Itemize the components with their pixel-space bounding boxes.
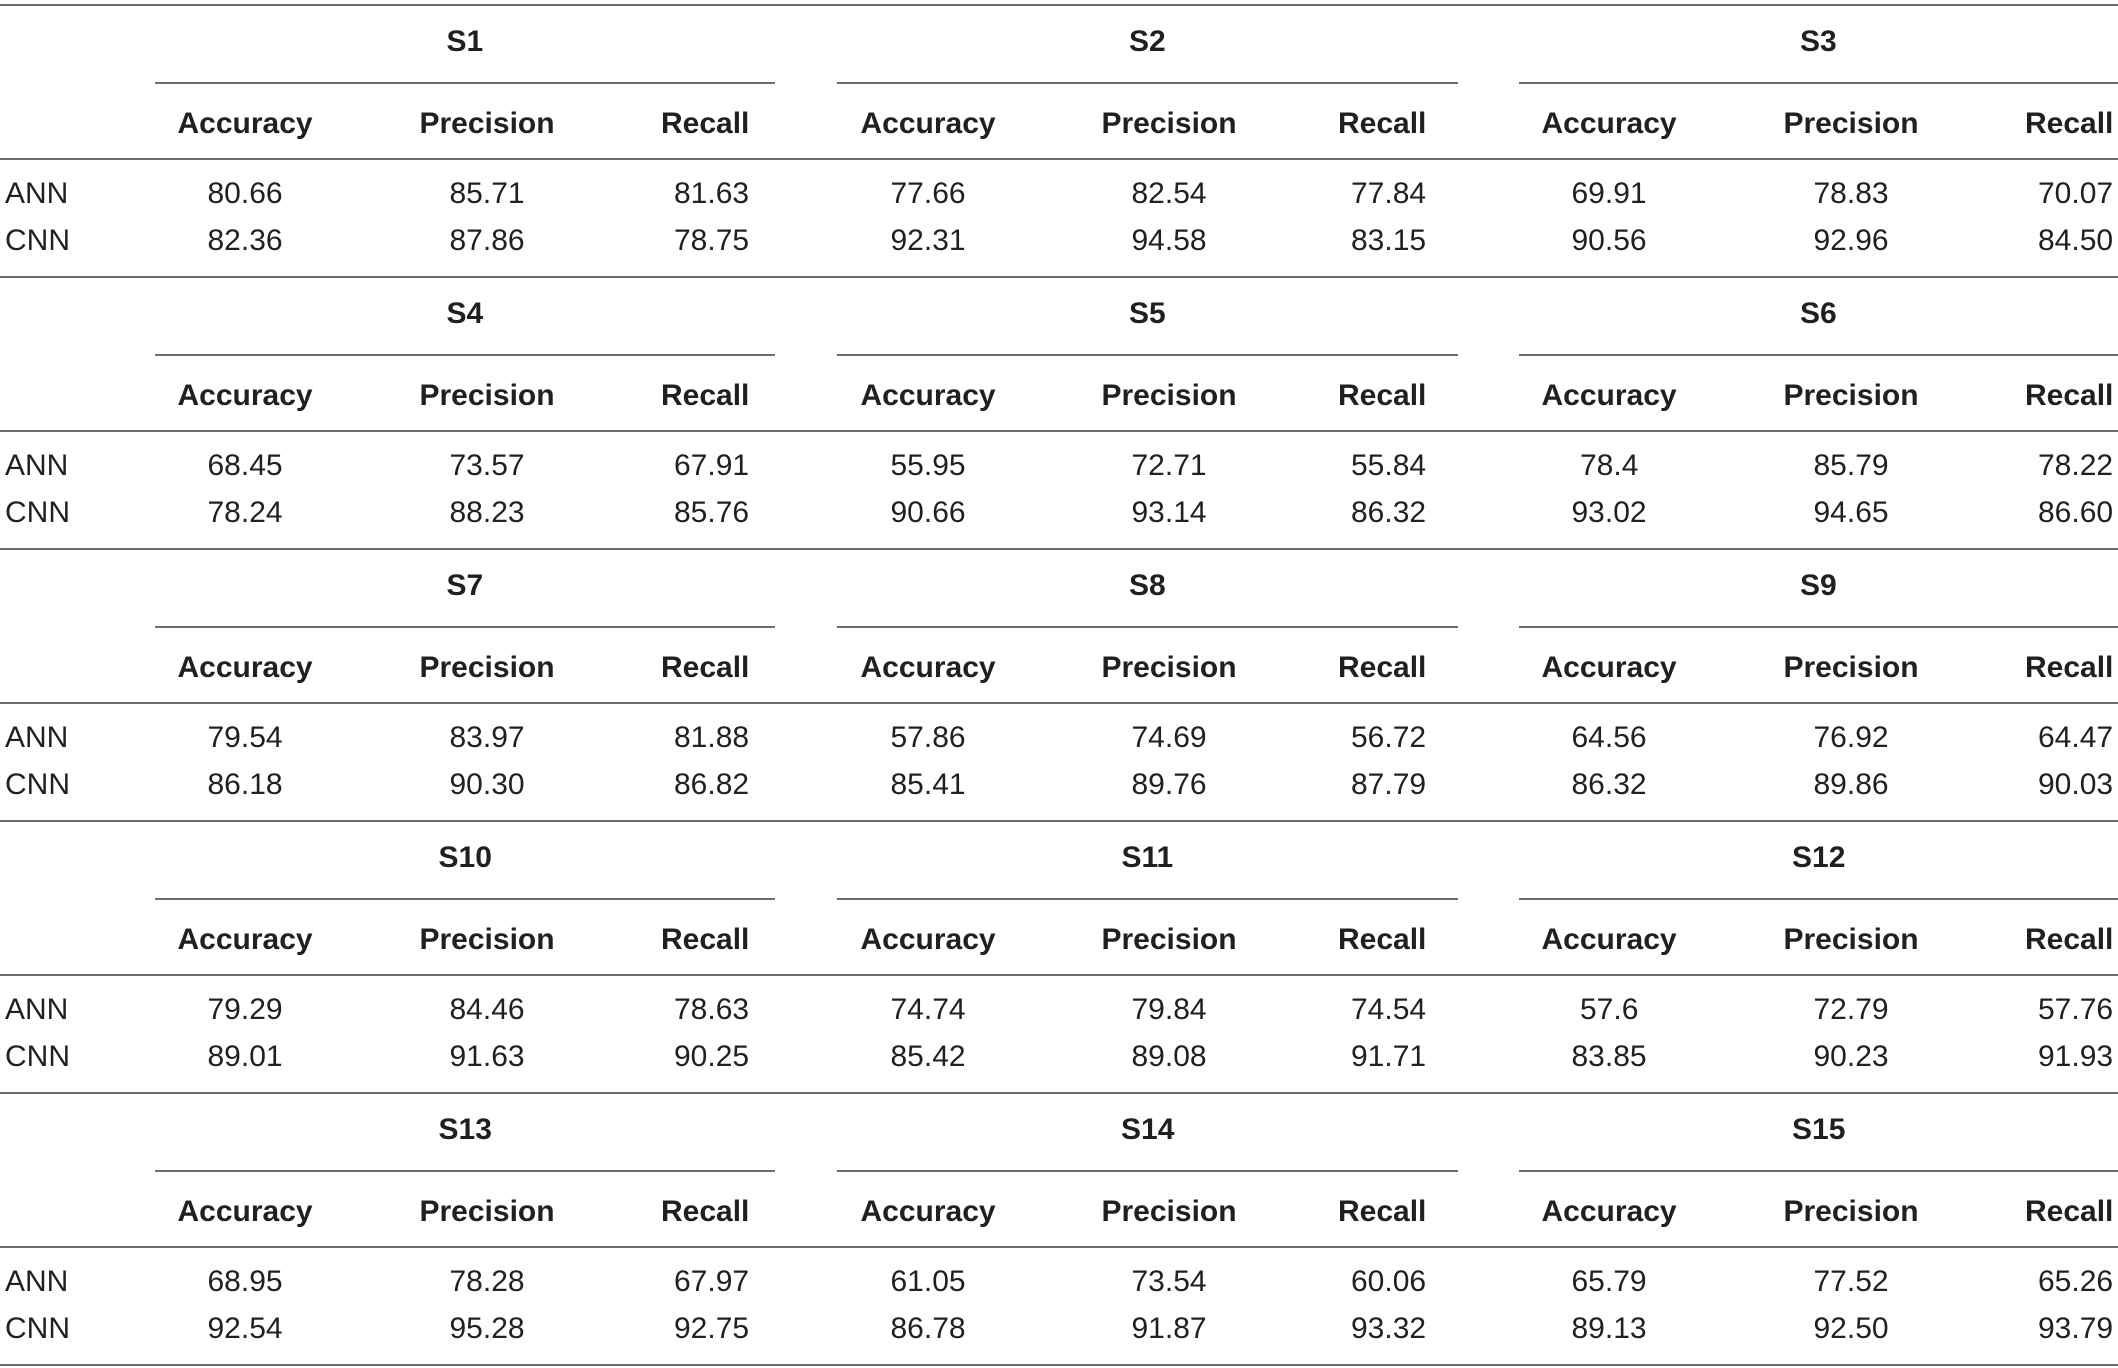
subject-label: S13	[438, 1113, 492, 1146]
subject-label: S11	[1121, 841, 1174, 874]
subject-underline	[1519, 898, 2118, 900]
column-header-accuracy: Accuracy	[860, 107, 996, 140]
column-header-recall: Recall	[661, 379, 750, 412]
section-rule	[0, 276, 2118, 278]
cell-value: 92.50	[1813, 1312, 1889, 1345]
header-rule	[0, 974, 2118, 976]
column-header-accuracy: Accuracy	[1541, 1195, 1677, 1228]
column-header-recall: Recall	[661, 651, 750, 684]
column-header-precision: Precision	[419, 379, 555, 412]
cell-value: 69.91	[1571, 177, 1647, 210]
column-header-accuracy: Accuracy	[177, 107, 313, 140]
subject-underline	[155, 1170, 775, 1172]
cell-value: 79.54	[207, 721, 283, 754]
column-header-accuracy: Accuracy	[860, 1195, 996, 1228]
column-header-precision: Precision	[1101, 1195, 1237, 1228]
subject-underline	[1519, 354, 2118, 356]
cell-value: 89.08	[1131, 1040, 1207, 1073]
cell-value: 84.50	[2038, 224, 2114, 257]
subject-label: S10	[438, 841, 492, 874]
cell-value: 92.96	[1813, 224, 1889, 257]
column-header-recall: Recall	[2025, 1195, 2114, 1228]
cell-value: 86.32	[1571, 768, 1647, 801]
cell-value: 65.26	[2038, 1265, 2114, 1298]
subject-label: S12	[1792, 841, 1846, 874]
column-header-accuracy: Accuracy	[860, 379, 996, 412]
subject-label: S9	[1800, 569, 1837, 602]
column-header-accuracy: Accuracy	[177, 1195, 313, 1228]
cell-value: 78.28	[449, 1265, 525, 1298]
subject-label: S1	[446, 25, 484, 58]
column-header-accuracy: Accuracy	[177, 651, 313, 684]
subject-underline	[155, 354, 775, 356]
cell-value: 88.23	[449, 496, 525, 529]
cell-value: 85.42	[890, 1040, 966, 1073]
column-header-recall: Recall	[661, 107, 750, 140]
header-rule	[0, 702, 2118, 704]
cell-value: 91.93	[2038, 1040, 2114, 1073]
bottom-rule	[0, 1364, 2118, 1366]
column-header-recall: Recall	[2025, 923, 2114, 956]
cell-value: 57.86	[890, 721, 966, 754]
cell-value: 77.66	[890, 177, 966, 210]
cell-value: 79.84	[1131, 993, 1207, 1026]
section-rule	[0, 1092, 2118, 1094]
cell-value: 93.14	[1131, 496, 1207, 529]
subject-underline	[155, 898, 775, 900]
cell-value: 94.65	[1813, 496, 1889, 529]
cell-value: 83.97	[449, 721, 525, 754]
cell-value: 91.71	[1351, 1040, 1427, 1073]
cell-value: 72.71	[1131, 449, 1207, 482]
cell-value: 78.75	[674, 224, 750, 257]
column-header-accuracy: Accuracy	[1541, 107, 1677, 140]
column-header-recall: Recall	[1338, 1195, 1427, 1228]
cell-value: 82.36	[207, 224, 283, 257]
column-header-precision: Precision	[419, 651, 555, 684]
cell-value: 86.18	[207, 768, 283, 801]
cell-value: 89.76	[1131, 768, 1207, 801]
row-label-cnn: CNN	[5, 768, 70, 801]
subject-underline	[837, 354, 1458, 356]
cell-value: 86.78	[890, 1312, 966, 1345]
cell-value: 81.88	[674, 721, 750, 754]
cell-value: 76.92	[1813, 721, 1889, 754]
cell-value: 87.86	[449, 224, 525, 257]
cell-value: 61.05	[890, 1265, 966, 1298]
column-header-accuracy: Accuracy	[860, 923, 996, 956]
cell-value: 57.76	[2038, 993, 2114, 1026]
cell-value: 90.25	[674, 1040, 750, 1073]
column-header-accuracy: Accuracy	[1541, 379, 1677, 412]
column-header-recall: Recall	[2025, 379, 2114, 412]
column-header-accuracy: Accuracy	[177, 923, 313, 956]
cell-value: 92.54	[207, 1312, 283, 1345]
cell-value: 85.76	[674, 496, 750, 529]
subject-underline	[1519, 82, 2118, 84]
cell-value: 73.57	[449, 449, 525, 482]
section-rule	[0, 820, 2118, 822]
cell-value: 83.85	[1571, 1040, 1647, 1073]
column-header-recall: Recall	[1338, 107, 1427, 140]
column-header-recall: Recall	[1338, 923, 1427, 956]
subject-underline	[837, 898, 1458, 900]
cell-value: 72.79	[1813, 993, 1889, 1026]
cell-value: 74.74	[890, 993, 966, 1026]
subject-label: S14	[1121, 1113, 1175, 1146]
column-header-precision: Precision	[419, 107, 555, 140]
cell-value: 86.82	[674, 768, 750, 801]
column-header-precision: Precision	[1101, 923, 1237, 956]
section-rule	[0, 548, 2118, 550]
column-header-precision: Precision	[1101, 651, 1237, 684]
subject-label: S3	[1800, 25, 1837, 58]
cell-value: 83.15	[1351, 224, 1427, 257]
cell-value: 89.13	[1571, 1312, 1647, 1345]
cell-value: 56.72	[1351, 721, 1427, 754]
subject-label: S15	[1792, 1113, 1846, 1146]
cell-value: 91.63	[449, 1040, 525, 1073]
cell-value: 67.91	[674, 449, 750, 482]
row-label-cnn: CNN	[5, 496, 70, 529]
column-header-recall: Recall	[1338, 651, 1427, 684]
row-label-ann: ANN	[5, 993, 69, 1026]
header-rule	[0, 158, 2118, 160]
subject-label: S8	[1129, 569, 1166, 602]
cell-value: 93.32	[1351, 1312, 1427, 1345]
cell-value: 92.31	[890, 224, 966, 257]
cell-value: 68.95	[207, 1265, 283, 1298]
subject-label: S4	[446, 297, 484, 330]
cell-value: 67.97	[674, 1265, 750, 1298]
column-header-recall: Recall	[2025, 651, 2114, 684]
header-rule	[0, 1246, 2118, 1248]
column-header-accuracy: Accuracy	[860, 651, 996, 684]
cell-value: 87.79	[1351, 768, 1427, 801]
cell-value: 84.46	[449, 993, 525, 1026]
cell-value: 55.95	[890, 449, 966, 482]
cell-value: 89.86	[1813, 768, 1889, 801]
cell-value: 77.84	[1351, 177, 1427, 210]
cell-value: 55.84	[1351, 449, 1427, 482]
cell-value: 78.22	[2038, 449, 2114, 482]
cell-value: 79.29	[207, 993, 283, 1026]
column-header-recall: Recall	[2025, 107, 2114, 140]
cell-value: 93.79	[2038, 1312, 2114, 1345]
cell-value: 94.58	[1131, 224, 1207, 257]
cell-value: 85.79	[1813, 449, 1889, 482]
cell-value: 77.52	[1813, 1265, 1889, 1298]
column-header-precision: Precision	[419, 1195, 555, 1228]
column-header-precision: Precision	[1101, 107, 1237, 140]
column-header-accuracy: Accuracy	[1541, 651, 1677, 684]
cell-value: 90.66	[890, 496, 966, 529]
subject-label: S2	[1129, 25, 1166, 58]
row-label-ann: ANN	[5, 177, 69, 210]
column-header-precision: Precision	[1783, 1195, 1919, 1228]
subject-label: S6	[1800, 297, 1837, 330]
column-header-precision: Precision	[1783, 379, 1919, 412]
cell-value: 78.83	[1813, 177, 1889, 210]
cell-value: 64.47	[2038, 721, 2114, 754]
cell-value: 74.54	[1351, 993, 1427, 1026]
cell-value: 82.54	[1131, 177, 1207, 210]
cell-value: 90.23	[1813, 1040, 1889, 1073]
subject-underline	[837, 82, 1458, 84]
cell-value: 89.01	[207, 1040, 283, 1073]
subject-underline	[155, 82, 775, 84]
column-header-recall: Recall	[661, 1195, 750, 1228]
header-rule	[0, 430, 2118, 432]
section-rule	[0, 4, 2118, 6]
row-label-ann: ANN	[5, 449, 69, 482]
cell-value: 93.02	[1571, 496, 1647, 529]
row-label-ann: ANN	[5, 721, 69, 754]
subject-underline	[837, 1170, 1458, 1172]
cell-value: 92.75	[674, 1312, 750, 1345]
column-header-precision: Precision	[1101, 379, 1237, 412]
cell-value: 73.54	[1131, 1265, 1207, 1298]
cell-value: 91.87	[1131, 1312, 1207, 1345]
row-label-cnn: CNN	[5, 1040, 70, 1073]
column-header-recall: Recall	[661, 923, 750, 956]
cell-value: 90.30	[449, 768, 525, 801]
cell-value: 78.4	[1580, 449, 1639, 482]
cell-value: 86.60	[2038, 496, 2114, 529]
row-label-cnn: CNN	[5, 224, 70, 257]
column-header-precision: Precision	[1783, 651, 1919, 684]
cell-value: 90.03	[2038, 768, 2114, 801]
cell-value: 74.69	[1131, 721, 1207, 754]
cell-value: 95.28	[449, 1312, 525, 1345]
subject-label: S5	[1129, 297, 1166, 330]
subject-underline	[837, 626, 1458, 628]
row-label-ann: ANN	[5, 1265, 69, 1298]
cell-value: 78.63	[674, 993, 750, 1026]
cell-value: 70.07	[2038, 177, 2114, 210]
cell-value: 78.24	[207, 496, 283, 529]
cell-value: 85.71	[449, 177, 525, 210]
column-header-accuracy: Accuracy	[1541, 923, 1677, 956]
cell-value: 81.63	[674, 177, 750, 210]
cell-value: 64.56	[1571, 721, 1647, 754]
cell-value: 57.6	[1580, 993, 1639, 1026]
subject-label: S7	[446, 569, 484, 602]
cell-value: 60.06	[1351, 1265, 1427, 1298]
cell-value: 90.56	[1571, 224, 1647, 257]
subject-underline	[155, 626, 775, 628]
column-header-accuracy: Accuracy	[177, 379, 313, 412]
cell-value: 68.45	[207, 449, 283, 482]
cell-value: 65.79	[1571, 1265, 1647, 1298]
column-header-recall: Recall	[1338, 379, 1427, 412]
column-header-precision: Precision	[419, 923, 555, 956]
subject-underline	[1519, 626, 2118, 628]
cell-value: 85.41	[890, 768, 966, 801]
column-header-precision: Precision	[1783, 107, 1919, 140]
cell-value: 80.66	[207, 177, 283, 210]
cell-value: 86.32	[1351, 496, 1427, 529]
subject-underline	[1519, 1170, 2118, 1172]
row-label-cnn: CNN	[5, 1312, 70, 1345]
column-header-precision: Precision	[1783, 923, 1919, 956]
